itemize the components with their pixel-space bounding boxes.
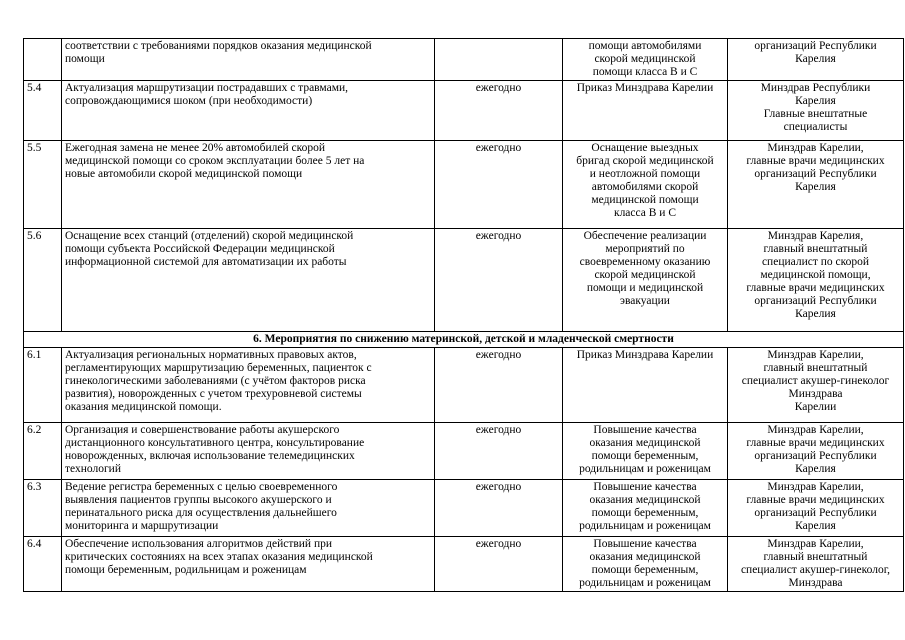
responsible-line: Карелия bbox=[795, 463, 836, 475]
table-row bbox=[24, 229, 904, 332]
expected-result-line: помощи автомобилями bbox=[588, 40, 702, 52]
item-number: 5.6 bbox=[24, 229, 62, 332]
measure-description-line: Оснащение всех станций (отделений) скорой медицинской bbox=[65, 230, 354, 242]
deadline: ежегодно bbox=[435, 423, 563, 480]
expected-result-line: скорой медицинской bbox=[594, 53, 696, 65]
responsible-line: Минздрав Карелии, bbox=[767, 349, 864, 361]
responsible-line: Карелия bbox=[795, 181, 836, 193]
responsible-line: Минздрав Карелии, bbox=[767, 538, 864, 550]
measure-description-line: перинатального риска для осуществления дальнейшего bbox=[65, 507, 337, 519]
expected-result-line: помощи беременным, bbox=[591, 450, 699, 462]
responsible-line: Минздрава bbox=[788, 388, 843, 400]
responsible-line: главный внештатный bbox=[763, 243, 868, 255]
item-number: 5.5 bbox=[24, 141, 62, 229]
measure-description-line: сопровождающимися шоком (при необходимости) bbox=[65, 95, 313, 107]
responsible bbox=[728, 537, 904, 592]
expected-result-line: класса В и С bbox=[613, 207, 676, 219]
measure-description-line: Организация и совершенствование работы акушерского bbox=[65, 424, 340, 436]
deadline: ежегодно bbox=[435, 81, 563, 141]
measure-description-line: гинекологическими заболеваниями (с учётом факторов риска bbox=[65, 375, 366, 387]
measure-description-line: критических состояниях на всех этапах оказания медицинской bbox=[65, 551, 373, 563]
responsible-line: главные врачи медицинских bbox=[746, 437, 885, 449]
responsible bbox=[728, 39, 904, 81]
table-row bbox=[24, 423, 904, 480]
responsible bbox=[728, 423, 904, 480]
measure-description bbox=[62, 537, 435, 592]
responsible-line: организаций Республики bbox=[754, 168, 877, 180]
measure-description-line: соответствии с требованиями порядков оказания медицинской bbox=[65, 40, 372, 52]
measure-description-line: Ведение регистра беременных с целью своевременного bbox=[65, 481, 338, 493]
measure-description-line: регламентирующих маршрутизацию беременных, пациенток с bbox=[65, 362, 372, 374]
expected-result-line: эвакуации bbox=[620, 295, 670, 307]
responsible-line: Минздрав Карелии, bbox=[767, 142, 864, 154]
responsible-line: Минздрав Карелия, bbox=[767, 230, 864, 242]
responsible-line: специалист акушер-гинеколог bbox=[741, 375, 890, 387]
responsible-line: Минздрав Республики bbox=[760, 82, 871, 94]
expected-result bbox=[563, 229, 728, 332]
measure-description-line: мониторинга и маршрутизации bbox=[65, 520, 219, 532]
measure-description bbox=[62, 480, 435, 537]
measure-description-line: Актуализация маршрутизации пострадавших с травмами, bbox=[65, 82, 349, 94]
expected-result-line: Обеспечение реализации bbox=[583, 230, 707, 242]
measure-description bbox=[62, 423, 435, 480]
measure-description-line: информационной системой для автоматизации их работы bbox=[65, 256, 347, 268]
measures-table bbox=[23, 38, 904, 592]
responsible-line: Карелия bbox=[795, 95, 836, 107]
expected-result-line: медицинской помощи bbox=[591, 194, 699, 206]
expected-result-line: Оснащение выездных bbox=[591, 142, 699, 154]
expected-result-line: оказания медицинской bbox=[589, 551, 701, 563]
responsible-line: медицинской помощи, bbox=[760, 269, 871, 281]
expected-result-line: оказания медицинской bbox=[589, 437, 701, 449]
expected-result bbox=[563, 39, 728, 81]
item-number: 6.1 bbox=[24, 348, 62, 423]
measure-description-line: технологий bbox=[65, 463, 121, 475]
deadline: ежегодно bbox=[435, 141, 563, 229]
item-number: 6.4 bbox=[24, 537, 62, 592]
table-row bbox=[24, 39, 904, 81]
deadline: ежегодно bbox=[435, 348, 563, 423]
deadline: ежегодно bbox=[435, 480, 563, 537]
expected-result bbox=[563, 81, 728, 141]
responsible-line: Минздрав Карелии, bbox=[767, 481, 864, 493]
responsible-line: Минздрав Карелии, bbox=[767, 424, 864, 436]
responsible-line: главный внештатный bbox=[763, 362, 868, 374]
expected-result-line: и неотложной помощи bbox=[589, 168, 701, 180]
section-title: 6. Мероприятия по снижению материнской, детской и младенческой смертности bbox=[24, 332, 904, 348]
expected-result-line: помощи беременным, bbox=[591, 564, 699, 576]
responsible bbox=[728, 480, 904, 537]
table-row bbox=[24, 81, 904, 141]
deadline: ежегодно bbox=[435, 537, 563, 592]
expected-result-line: Приказ Минздрава Карелии bbox=[576, 349, 714, 361]
responsible-line: организаций Республики bbox=[754, 450, 877, 462]
item-number: 6.2 bbox=[24, 423, 62, 480]
measure-description bbox=[62, 141, 435, 229]
responsible bbox=[728, 81, 904, 141]
item-number: 5.4 bbox=[24, 81, 62, 141]
expected-result bbox=[563, 537, 728, 592]
expected-result-line: Повышение качества bbox=[593, 481, 697, 493]
responsible-line: специалисты bbox=[783, 121, 848, 133]
responsible-line: главный внештатный bbox=[763, 551, 868, 563]
responsible-line: Карелия bbox=[795, 308, 836, 320]
expected-result-line: помощи беременным, bbox=[591, 507, 699, 519]
expected-result-line: родильницам и роженицам bbox=[579, 577, 711, 589]
expected-result-line: помощи и медицинской bbox=[586, 282, 704, 294]
responsible bbox=[728, 229, 904, 332]
responsible bbox=[728, 141, 904, 229]
measure-description-line: Актуализация региональных нормативных правовых актов, bbox=[65, 349, 357, 361]
responsible-line: главные врачи медицинских bbox=[746, 282, 885, 294]
table-row bbox=[24, 141, 904, 229]
expected-result-line: бригад скорой медицинской bbox=[576, 155, 714, 167]
responsible-line: главные врачи медицинских bbox=[746, 494, 885, 506]
measure-description bbox=[62, 81, 435, 141]
responsible-line: организаций Республики bbox=[754, 295, 877, 307]
responsible-line: специалист по скорой bbox=[761, 256, 870, 268]
measure-description bbox=[62, 348, 435, 423]
expected-result-line: Повышение качества bbox=[593, 424, 697, 436]
expected-result-line: Повышение качества bbox=[593, 538, 697, 550]
responsible-line: организаций Республики bbox=[754, 40, 877, 52]
measure-description-line: Ежегодная замена не менее 20% автомобилей скорой bbox=[65, 142, 325, 154]
measure-description-line: помощи bbox=[65, 53, 105, 65]
responsible-line: Карелия bbox=[795, 53, 836, 65]
responsible-line: главные врачи медицинских bbox=[746, 155, 885, 167]
measure-description-line: Обеспечение использования алгоритмов действий при bbox=[65, 538, 333, 550]
table-row bbox=[24, 480, 904, 537]
expected-result-line: Приказ Минздрава Карелии bbox=[576, 82, 714, 94]
measure-description-line: оказания медицинской помощи. bbox=[65, 401, 222, 413]
table-row bbox=[24, 537, 904, 592]
measure-description-line: новые автомобили скорой медицинской помощи bbox=[65, 168, 303, 180]
item-number bbox=[24, 39, 62, 81]
measure-description-line: новорожденных, включая использование телемедицинских bbox=[65, 450, 355, 462]
expected-result-line: скорой медицинской bbox=[594, 269, 696, 281]
measure-description-line: дистанционного консультативного центра, консультирование bbox=[65, 437, 365, 449]
measure-description-line: выявления пациентов группы высокого акушерского и bbox=[65, 494, 332, 506]
deadline bbox=[435, 39, 563, 81]
expected-result-line: мероприятий по bbox=[605, 243, 685, 255]
responsible bbox=[728, 348, 904, 423]
responsible-line: специалист акушер-гинеколог, bbox=[740, 564, 891, 576]
expected-result-line: автомобилями скорой bbox=[591, 181, 699, 193]
expected-result-line: своевременному оказанию bbox=[579, 256, 711, 268]
expected-result bbox=[563, 141, 728, 229]
expected-result-line: родильницам и роженицам bbox=[579, 520, 711, 532]
responsible-line: Карелия bbox=[795, 520, 836, 532]
responsible-line: организаций Республики bbox=[754, 507, 877, 519]
measure-description-line: помощи беременным, родильницам и роженицам bbox=[65, 564, 307, 576]
measure-description-line: развития), новорожденных с учетом трехуровневой системы bbox=[65, 388, 362, 400]
table-row bbox=[24, 348, 904, 423]
expected-result bbox=[563, 348, 728, 423]
responsible-line: Главные внештатные bbox=[763, 108, 868, 120]
measure-description-line: медицинской помощи со сроком эксплуатации более 5 лет на bbox=[65, 155, 365, 167]
responsible-line: Минздрава bbox=[788, 577, 843, 589]
expected-result-line: родильницам и роженицам bbox=[579, 463, 711, 475]
deadline: ежегодно bbox=[435, 229, 563, 332]
responsible-line: Карелии bbox=[794, 401, 837, 413]
measure-description-line: помощи субъекта Российской Федерации медицинской bbox=[65, 243, 335, 255]
expected-result bbox=[563, 423, 728, 480]
expected-result-line: помощи класса В и С bbox=[592, 66, 698, 78]
expected-result bbox=[563, 480, 728, 537]
item-number: 6.3 bbox=[24, 480, 62, 537]
measure-description bbox=[62, 229, 435, 332]
section-header-row bbox=[24, 332, 904, 348]
measure-description bbox=[62, 39, 435, 81]
expected-result-line: оказания медицинской bbox=[589, 494, 701, 506]
